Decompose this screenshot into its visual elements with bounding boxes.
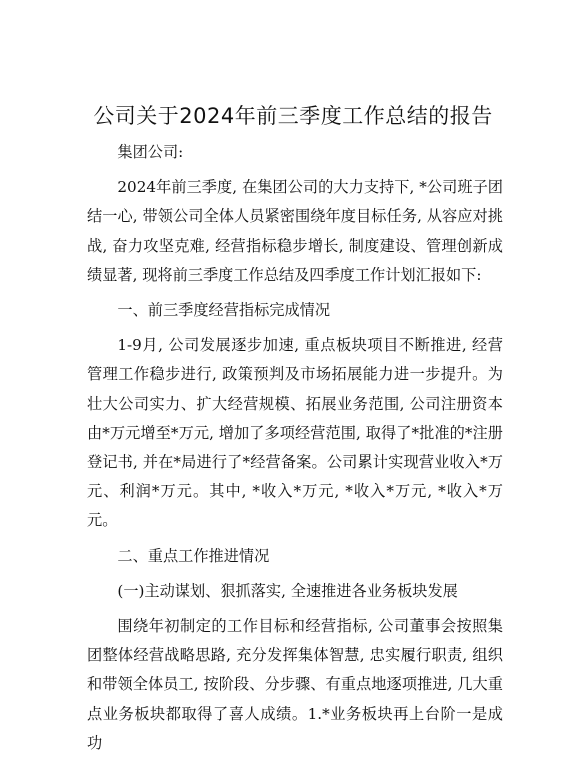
section1-paragraph: 1-9月, 公司发展逐步加速, 重点板块项目不断推进, 经营管理工作稳步进行, 政策预判及市场拓展能力进一步提升。为壮大公司实力、扩大经营规模、拓展业务范围, 公司注册资本由*万元增至*万元, 增加了多项经营范围, 取得了*批准的*注册登记书, 并在*局进行了*经营备案。公司累计实现营业收入*万元、利润*万元。其中, *收入*万元, *收入*万元, *收入*万元。 — [87, 336, 503, 530]
section2-paragraph: 围绕年初制定的工作目标和经营指标, 公司董事会按照集团整体经营战略思路, 充分发挥集体智慧, 忠实履行职责, 组织和带领全体员工, 按阶段、分步骤、有重点地逐项推进, 几大重点业务板块都取得了喜人成绩。1.*业务板块再上台阶一是成功 — [87, 617, 503, 752]
salutation: 集团公司: — [117, 143, 184, 161]
intro-paragraph: 2024年前三季度, 在集团公司的大力支持下, *公司班子团结一心, 带领公司全体人员紧密围绕年度目标任务, 从容应对挑战, 奋力攻坚克难, 经营指标稳步增长, 制度建设、管理创新成绩显著, 现将前三季度工作总结及四季度工作计划汇报如下: — [87, 178, 503, 284]
section2-heading: 二、重点工作推进情况 — [117, 546, 270, 565]
document-title: 公司关于2024年前三季度工作总结的报告 — [93, 104, 493, 128]
section1-heading: 一、前三季度经营指标完成情况 — [117, 301, 331, 320]
document-body — [87, 138, 503, 758]
section2-subheading: (一)主动谋划、狠抓落实, 全速推进各业务板块发展 — [117, 581, 458, 600]
